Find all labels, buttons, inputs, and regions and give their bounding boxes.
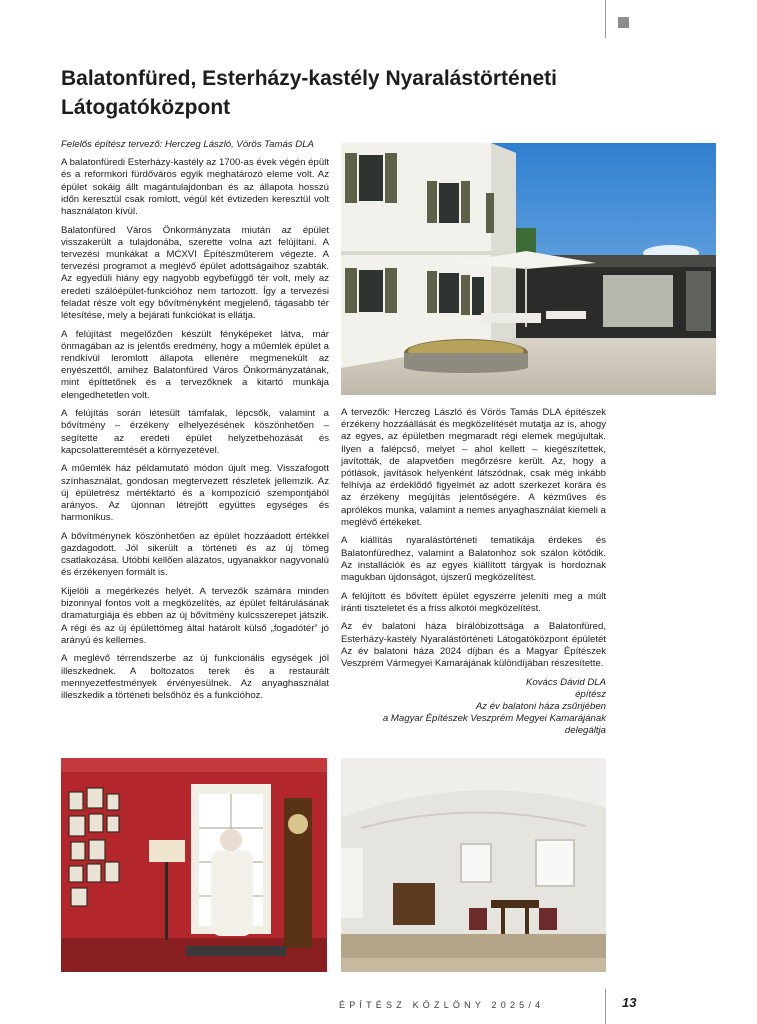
paragraph: A felújítás során létesült támfalak, lépcsők, valamint a bővítmény – érzékeny elhelyezésének köszönhetően – segítette az eredeti épület helyzetbehozását és kapcsolatteremtését a környezetével. (61, 408, 329, 456)
author-affiliation-2: a Magyar Építészek Veszprém Megyei Kamarájának delegáltja (382, 713, 606, 737)
paragraph: A bővítménynek köszönhetően az épület hozzáadott értékkel gazdagodott. Jól sikerült a történeti és az új tömeg csatlakozása. Utóbbi kellően alázatos, ugyanakkor nagyvonalú és érzékenyen formált is. (61, 530, 329, 579)
paragraph: A meglévő térrendszerbe az új funkcionális egységek jól illeszkednek. A boltozatos terek és a restaurált mennyezetfestmények érvényesülnek. Az anyaghasználat illeszkedik a történeti belsőhöz és a funkcióhoz. (61, 653, 329, 702)
architect-credit: Felelős építész tervező: Herczeg László, Vörös Tamás DLA (61, 139, 314, 150)
right-text-column (341, 407, 606, 738)
left-text-column (61, 139, 329, 709)
publication-name: ÉPÍTÉSZ KÖZLÖNY 2025/4 (339, 1000, 545, 1010)
vaulted-white-room-photo (341, 758, 606, 972)
paragraph: A felújított és bővített épület egyszerre jeleníti meg a múlt iránti tiszteletet és a friss alkotói megközelítést. (341, 590, 606, 614)
paragraph: A kiállítás nyaralástörténeti tematikája érdekes és Balatonfüredhez, valamint a Balatonhoz sok szálon kötődik. Az installációk és az egyes kiállított tárgyak is hordoznak magukban újdonságot, újszerű megközelítést. (341, 535, 606, 584)
paragraph: A tervezők: Herczeg László és Vörös Tamás DLA építészek érzékeny hozzáállását és megközelítését mutatja az is, ahogy az egyes, az épületben megmaradt régi elemek megújultak. Ilyen a falépcső, melyet – ahol kellett – kiegészítettek, javították, de alapvetően megőrzésre került. Az, hogy a pótlások, javítások helyenként látszódnak, csak még inkább felhívja az érdeklődő figyelmét az adott szerkezet korára és az érzékeny megújítás jelentőségére. A kézműves és aprólékos munka, valamint a nemes anyaghasználat kiemeli a meglévő értékeket. (341, 407, 606, 528)
author-affiliation-1: Az év balatoni háza zsűrijében (475, 701, 606, 713)
author-role: építész (575, 688, 606, 700)
corner-square-marker (618, 17, 629, 28)
red-exhibition-room-photo (61, 758, 327, 972)
article-title: Balatonfüred, Esterházy-kastély Nyaralástörténeti Látogatóközpont (61, 67, 558, 119)
paragraph: A felújítást megelőzően készült fényképeket látva, már önmagában az is jelentős eredmény, hogy a műemlék épület a rendkívül leromlott állapota ellenére megmenekült az enyészettől, amihez Balatonfüred Város Önkormányzatának, mint építtetőnek és a tervezőknek a kitartó munkája elengedhetetlen volt. (61, 328, 329, 401)
paragraph: Balatonfüred Város Önkormányzata miután az épület visszakerült a tulajdonába, szerette volna azt felújítani. A tervezési munkákat a MCXVI Építészműterem végezte. A tervezési programot a meglévő épület adottságaihoz szabták. Az egyedüli hiány egy nagyobb egybefüggő tér volt, mely az eredeti szálóépület-funkcióhoz nem tartozott. Így a tervezési feladat része volt egy bővítményként megjelenő, tágasabb tér létesítése, mely a bejárati funkciókat is ellátja. (61, 224, 329, 322)
castle-courtyard-photo (341, 143, 716, 395)
footer-divider-line (605, 989, 606, 1024)
page-number: 13 (622, 995, 637, 1010)
top-divider-line (605, 0, 606, 38)
paragraph: A műemlék ház példamutató módon újult meg. Visszafogott színhasználat, gondosan megtervezett részletek jellemzik. Az új épületrész mértéktartó és a kompozíció szempontjából arányos. Az újonnan létrejött együttes egységes és harmonikus. (61, 463, 329, 524)
paragraph: Kijelöli a megérkezés helyét. A tervezők számára minden bizonnyal fontos volt a megközelítés, az épület feltárulásának dramaturgiája és ebben az új bővítmény kulcsszerepet játszik. A régi és az új épülettömeg által határolt külső „fogadótér” jó arányú és kellemes. (61, 586, 329, 646)
author-name: Kovács Dávid DLA (526, 676, 606, 688)
paragraph: A balatonfüredi Esterházy-kastély az 1700-as évek végén épült és a reformkori fürdőváros egyik meghatározó eleme volt. Az épület sokáig állt magántulajdonban és az állapota hosszú időn keresztül csak romlott, végül két évtizeden keresztül volt használaton kívül. (61, 157, 329, 218)
paragraph: Az év balatoni háza bírálóbizottsága a Balatonfüred, Esterházy-kastély Nyaralástörténeti Látogatóközpont épületét Az év balatoni háza 2024 díjban és a Magyar Építészek Veszprém Vármegyei Kamarájának különdíjában részesítette. (341, 621, 606, 670)
author-signature (341, 677, 606, 738)
